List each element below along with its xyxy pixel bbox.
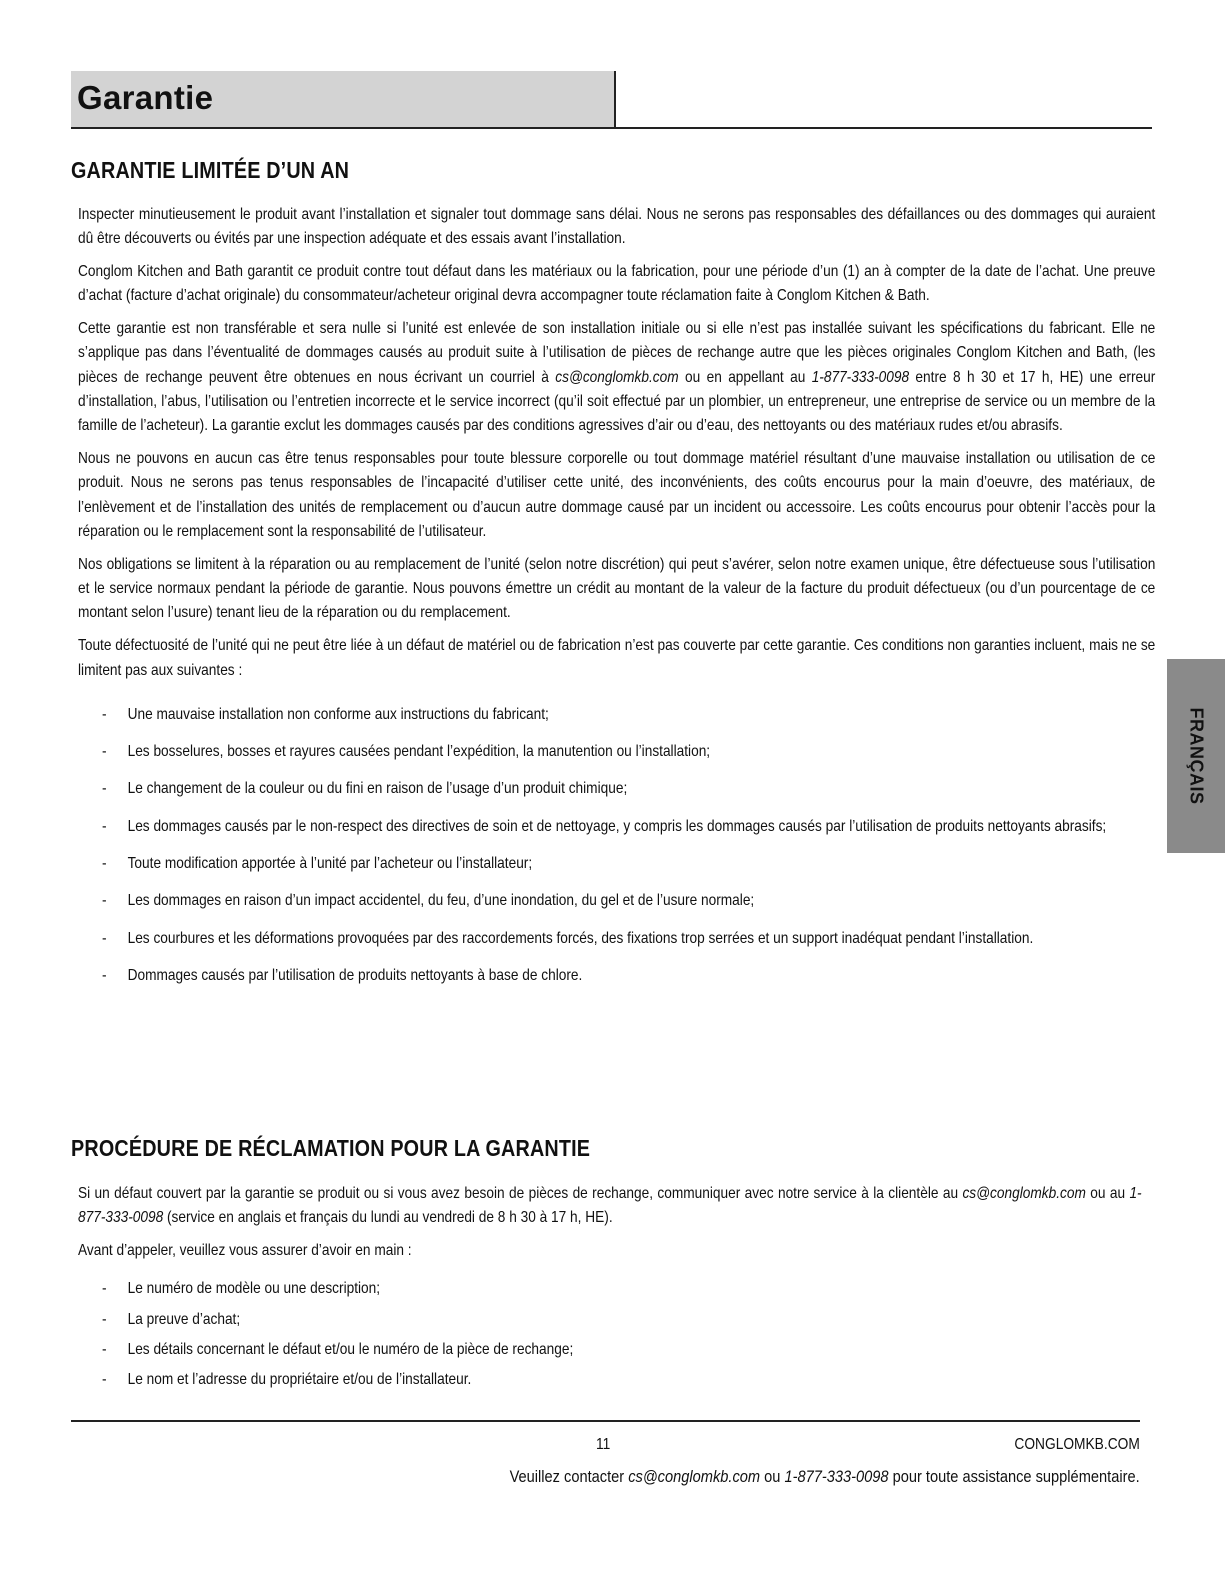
paragraph-text: entre 8 h 30 et 17 h, HE) une erreur d’installation, l’abus, l’utilisation ou l’entretien incorrecte et le service incorrect (qu’il soit effectué par un plombier, un entrepreneur, une entreprise de service ou un membre de la famille de l’acheteur). La garantie exclut les dommages causés par des conditions agressives d’air ou d’eau, des nettoyants ou des matériaux rudes et/ou abrasifs.: [78, 368, 1156, 435]
warranty-paragraph-5: Nos obligations se limitent à la réparation ou au remplacement de l’unité (selon notre discrétion) qui peut s’avérer, selon notre examen unique, être défectueuse sous l’utilisation et le service normaux pendant la période de garantie. Nous pouvons émettre un crédit au montant de la valeur de la facture du produit défectueux (ou d’un pourcentage de ce montant selon l’usure) tenant lieu de la réparation ou du remplacement.: [78, 555, 1156, 622]
list-item: [78, 1368, 1155, 1392]
list-item: [78, 703, 1155, 727]
warranty-paragraph-2: Conglom Kitchen and Bath garantit ce produit contre tout défaut dans les matériaux ou la fabrication, pour une période d’un (1) an à compter de la date de l’achat. Une preuve d’achat (facture d’achat originale) du consommateur/acheteur original devra accompagner toute réclamation faite à Conglom Kitchen & Bath.: [78, 263, 1156, 305]
email-link[interactable]: cs@conglomkb.com: [628, 1467, 761, 1486]
bullet-dash: -: [101, 1280, 107, 1298]
warranty-paragraph-6: Toute défectuosité de l’unité qui ne peut être liée à un défaut de matériel ou de fabrication n’est pas couverte par cette garantie. Ces conditions non garanties incluent, mais ne se limitent pas aux suivantes :: [78, 637, 1156, 679]
list-item-text: Les dommages causés par le non-respect des directives de soin et de nettoyage, y compris les dommages causés par l’utilisation de produits nettoyants abrasifs;: [127, 817, 1107, 835]
list-item-text: Les dommages en raison d’un impact accidentel, du feu, d’une inondation, du gel et de l’usure normale;: [127, 892, 755, 910]
footer-text: ou: [760, 1467, 785, 1486]
email-link[interactable]: cs@conglomkb.com: [555, 368, 679, 386]
list-item-text: Toute modification apportée à l’unité par l’acheteur ou l’installateur;: [127, 855, 533, 873]
bullet-dash: -: [101, 1371, 107, 1389]
claim-heading: PROCÉDURE DE RÉCLAMATION POUR LA GARANTIE: [71, 1135, 591, 1161]
bullet-dash: -: [101, 892, 107, 910]
claim-body: [78, 1182, 1155, 1399]
bullet-dash: -: [101, 855, 107, 873]
phone-number[interactable]: 1-877-333-0098: [811, 368, 910, 386]
page-title: Garantie: [77, 79, 214, 116]
paragraph-text: Cette garantie est non transférable et sera nulle si l’unité est enlevée de son installation initiale ou si elle n’est pas installée suivant les spécifications du fabricant. Elle ne s’applique pas dans l’éventualité de dommages causés au produit suite à l’utilisation de pièces de rechange autre que les pièces originales Conglom Kitchen and Bath, (les pièces de rechange peuvent être obtenues en nous écrivant un courriel à: [78, 320, 1156, 386]
claim-items-list: [78, 1277, 1155, 1392]
page-number: 11: [596, 1436, 611, 1453]
list-item-text: Une mauvaise installation non conforme aux instructions du fabricant;: [127, 705, 549, 723]
claim-paragraph-2: Avant d’appeler, veuillez vous assurer d’avoir en main :: [78, 1242, 412, 1260]
list-item-text: Le changement de la couleur ou du fini en raison de l’usage d’un produit chimique;: [127, 780, 628, 798]
paragraph-text: ou au: [1085, 1185, 1130, 1202]
language-tab: [1167, 659, 1225, 853]
list-item: [78, 1277, 1155, 1301]
warranty-paragraph-3: [78, 317, 1155, 438]
footer-text: Veuillez contacter: [509, 1467, 629, 1486]
bullet-dash: -: [101, 817, 107, 835]
list-item: [78, 964, 1155, 988]
bullet-dash: -: [101, 780, 107, 798]
list-item-text: Les détails concernant le défaut et/ou le numéro de la pièce de rechange;: [127, 1340, 574, 1358]
warranty-heading: GARANTIE LIMITÉE D’UN AN: [71, 157, 350, 183]
site-url[interactable]: CONGLOMKB.COM: [1014, 1436, 1140, 1453]
email-link[interactable]: cs@conglomkb.com: [962, 1185, 1086, 1202]
language-tab-label: FRANÇAIS: [1186, 707, 1207, 805]
warranty-paragraph-4: Nous ne pouvons en aucun cas être tenus responsables pour toute blessure corporelle ou tout dommage matériel résultant d’une mauvaise installation ou utilisation de ce produit. Nous ne serons pas tenus responsables de l’incapacité d’utiliser cette unité, des inconvénients, des coûts encourus pour la main d’oeuvre, des matériaux, de l’enlèvement et de l’installation des unités de remplacement ou d’aucun autre dommage causé par un incident ou accessoire. Les coûts encourus pour obtenir l’accès pour la réparation ou le remplacement sont la responsabilité de l’utilisateur.: [78, 450, 1156, 541]
claim-paragraph-1: [78, 1182, 1155, 1231]
list-item: [78, 777, 1155, 801]
footer-text: pour toute assistance supplémentaire.: [888, 1467, 1140, 1486]
list-item: [78, 740, 1155, 764]
bullet-dash: -: [101, 929, 107, 947]
paragraph-text: Si un défaut couvert par la garantie se produit ou si vous avez besoin de pièces de rechange, communiquer avec notre service à la clientèle au: [78, 1185, 963, 1202]
list-item: [78, 889, 1155, 913]
paragraph-text: ou en appellant au: [678, 368, 812, 386]
list-item: [78, 1338, 1155, 1362]
bullet-dash: -: [101, 743, 107, 761]
list-item: [78, 815, 1155, 839]
warranty-paragraph-1: Inspecter minutieusement le produit avant l’installation et signaler tout dommage sans délai. Nous ne serons pas responsables des défaillances ou des dommages qui auraient dû être découverts ou évités par une inspection adéquate et des essais avant l’installation.: [78, 206, 1156, 248]
bullet-dash: -: [101, 1340, 107, 1358]
list-item-text: Les courbures et les déformations provoquées par des raccordements forcés, des fixations trop serrées et un support inadéquat pendant l’installation.: [127, 929, 1034, 947]
warranty-body: [78, 203, 1155, 1001]
phone-number[interactable]: 1-877-333-0098: [784, 1467, 889, 1486]
list-item-text: Les bosselures, bosses et rayures causées pendant l’expédition, la manutention ou l’installation;: [127, 743, 711, 761]
exclusions-list: [78, 703, 1155, 988]
phone-number[interactable]: 1-877-333-0098: [78, 1185, 1142, 1227]
list-item: [78, 927, 1155, 951]
page-header: [71, 71, 1152, 129]
list-item-text: Le nom et l’adresse du propriétaire et/ou de l’installateur.: [127, 1371, 472, 1389]
bullet-dash: -: [101, 705, 107, 723]
footer-contact: [510, 1467, 1140, 1487]
bullet-dash: -: [101, 966, 107, 984]
list-item-text: La preuve d’achat;: [127, 1310, 241, 1328]
list-item: [78, 1308, 1155, 1332]
list-item-text: Dommages causés par l’utilisation de produits nettoyants à base de chlore.: [127, 966, 583, 984]
paragraph-text: (service en anglais et français du lundi au vendredi de 8 h 30 à 17 h, HE).: [163, 1209, 613, 1227]
list-item-text: Le numéro de modèle ou une description;: [127, 1280, 381, 1298]
footer-divider: [71, 1420, 1140, 1422]
header-title-box: [71, 71, 616, 127]
list-item: [78, 852, 1155, 876]
bullet-dash: -: [101, 1310, 107, 1328]
